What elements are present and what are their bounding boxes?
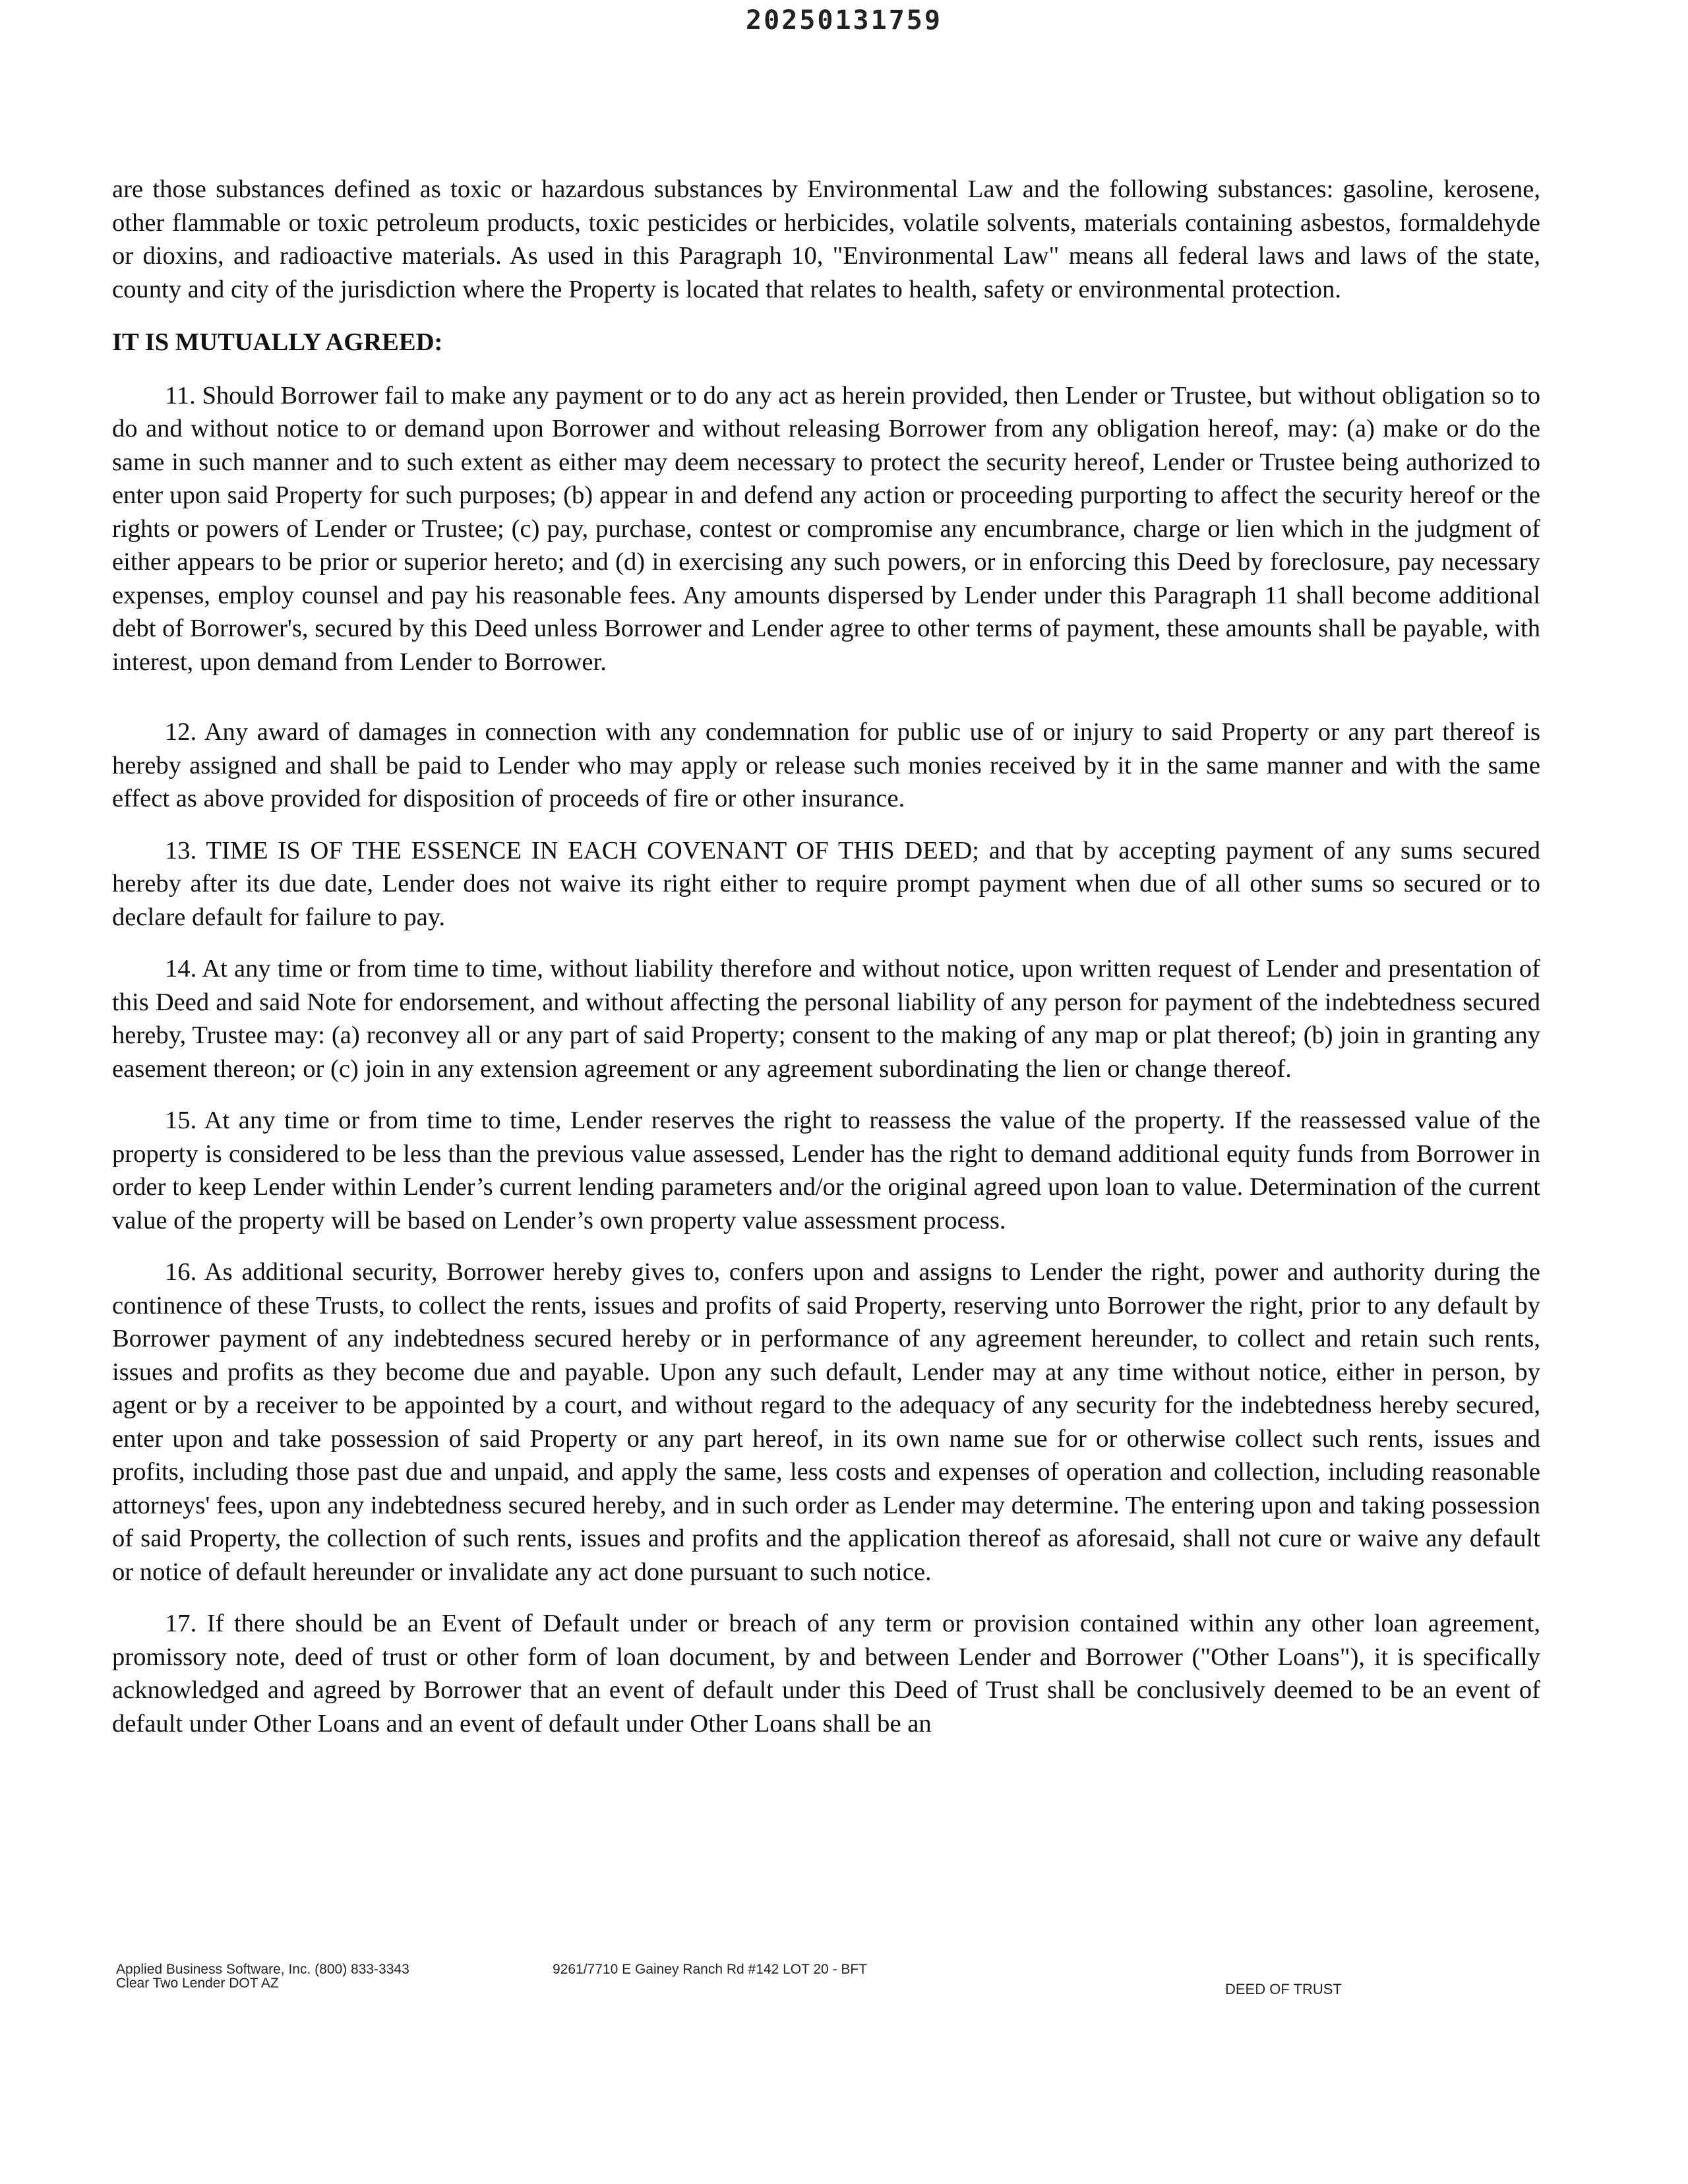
document-body: [112, 173, 1540, 1740]
footer-form-name: Clear Two Lender DOT AZ: [116, 1976, 279, 1991]
paragraph-12: 12. Any award of damages in connection with any condemnation for public use of or injury to said Property or any part thereof is hereby assigned and shall be paid to Lender who may apply or release such monies received by it in the same manner and with the same effect as above provided for disposition of proceeds of fire or other insurance.: [112, 718, 1540, 812]
paragraph-15: 15. At any time or from time to time, Lender reserves the right to reassess the value of the property. If the reassessed value of the property is considered to be less than the previous value assessed, Lender has the right to demand additional equity funds from Borrower in order to keep Lender within Lender’s current lending parameters and/or the original agreed upon loan to value. Determination of the current value of the property will be based on Lender’s own property value assessment process.: [112, 1107, 1540, 1234]
footer-doc-type: DEED OF TRUST: [1225, 1981, 1342, 1997]
footer-software-line: Applied Business Software, Inc. (800) 833-3343: [116, 1962, 409, 1977]
intro-paragraph: are those substances defined as toxic or hazardous substances by Environmental Law and the following substances: gasoline, kerosene, other flammable or toxic petroleum products, toxic pesticides or herbicides, volatile solvents, materials containing asbestos, formaldehyde or dioxins, and radioactive materials. As used in this Paragraph 10, "Environmental Law" means all federal laws and laws of the state, county and city of the jurisdiction where the Property is located that relates to health, safety or environmental protection.: [112, 175, 1540, 303]
paragraph-14: 14. At any time or from time to time, without liability therefore and without notice, upon written request of Lender and presentation of this Deed and said Note for endorsement, and without affecting the personal liability of any person for payment of the indebtedness secured hereby, Trustee may: (a) reconvey all or any part of said Property; consent to the making of any map or plat thereof; (b) join in granting any easement thereon; or (c) join in any extension agreement or any agreement subordinating the lien or change thereof.: [112, 955, 1540, 1083]
paragraph-17: 17. If there should be an Event of Default under or breach of any term or provision contained within any other loan agreement, promissory note, deed of trust or other form of loan document, by and between Lender and Borrower ("Other Loans"), it is specifically acknowledged and agreed by Borrower that an event of default under this Deed of Trust shall be conclusively deemed to be an event of default under Other Loans and an event of default under Other Loans shall be an: [112, 1610, 1540, 1738]
footer-left: [116, 1962, 409, 1990]
paragraph-11: 11. Should Borrower fail to make any payment or to do any act as herein provided, then Lender or Trustee, but without obligation so to do and without notice to or demand upon Borrower and without releasing Borrower from any obligation hereof, may: (a) make or do the same in such manner and to such extent as either may deem necessary to protect the security hereof, Lender or Trustee being authorized to enter upon said Property for such purposes; (b) appear in and defend any action or proceeding purporting to affect the security hereof or the rights or powers of Lender or Trustee; (c) pay, purchase, contest or compromise any encumbrance, charge or lien which in the judgment of either appears to be prior or superior hereto; and (d) in exercising any such powers, or in enforcing this Deed by foreclosure, pay necessary expenses, employ counsel and pay his reasonable fees. Any amounts dispersed by Lender under this Paragraph 11 shall become additional debt of Borrower's, secured by this Deed unless Borrower and Lender agree to other terms of payment, these amounts shall be payable, with interest, upon demand from Lender to Borrower.: [112, 381, 1540, 676]
section-heading: IT IS MUTUALLY AGREED:: [112, 328, 443, 356]
paragraph-13: 13. TIME IS OF THE ESSENCE IN EACH COVENANT OF THIS DEED; and that by accepting payment of any sums secured hereby after its due date, Lender does not waive its right either to require prompt payment when due of all other sums so secured or to declare default for failure to pay.: [112, 836, 1540, 931]
recording-number: 20250131759: [746, 5, 942, 36]
footer-property-ref: 9261/7710 E Gainey Ranch Rd #142 LOT 20 - BFT: [553, 1962, 868, 1977]
paragraph-16: 16. As additional security, Borrower hereby gives to, confers upon and assigns to Lender the right, power and authority during the continence of these Trusts, to collect the rents, issues and profits of said Property, reserving unto Borrower the right, prior to any default by Borrower payment of any indebtedness secured hereby or in performance of any agreement hereunder, to collect and retain such rents, issues and profits as they become due and payable. Upon any such default, Lender may at any time without notice, either in person, by agent or by a receiver to be appointed by a court, and without regard to the adequacy of any security for the indebtedness hereby secured, enter upon and take possession of said Property or any part hereof, in its own name sue for or otherwise collect such rents, issues and profits, including those past due and unpaid, and apply the same, less costs and expenses of operation and collection, including reasonable attorneys' fees, upon any indebtedness secured hereby, and in such order as Lender may determine. The entering upon and taking possession of said Property, the collection of such rents, issues and profits and the application thereof as aforesaid, shall not cure or waive any default or notice of default hereunder or invalidate any act done pursuant to such notice.: [112, 1258, 1540, 1586]
